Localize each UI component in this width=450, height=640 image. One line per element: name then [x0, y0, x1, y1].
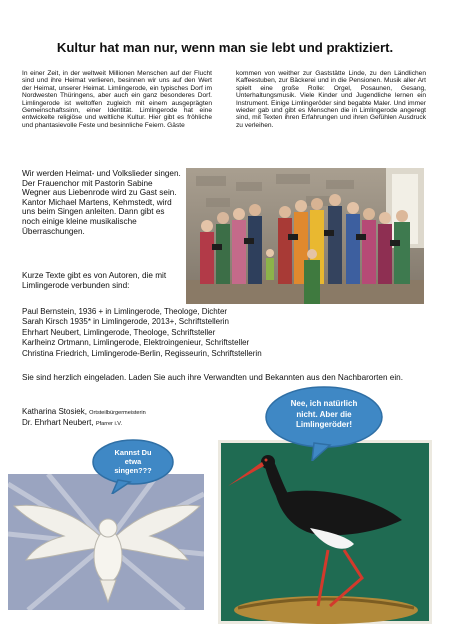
stork-speech-bubble: [262, 385, 386, 461]
stork-painting: [218, 440, 432, 624]
signature-line: [22, 407, 222, 418]
intro-text-right: kommen von weither zur Gaststätte Linde, zu den Ländlichen Kaffeestuben, zur Bäckerei und in die Pensionen. Musik aller Art spielt eine große Rolle: Orgel, Posaunen, Gesang, Unterhaltungsmusik. Viele Kinder und Jugendliche lernen ein Instrument. Einige Limlingeröder sind begabte Maler. Und immer wieder gab und gibt es Menschen die in Limlingerode angeregt sind, mit Texten ihren Erfahrungen und ihren Gefühlen Ausdruck zu verleihen.: [236, 70, 426, 129]
signer-name: Dr. Ehrhart Neubert,: [22, 418, 94, 427]
signature-block: [22, 407, 222, 429]
black-stork-illustration: [218, 440, 432, 624]
page-title: Kultur hat man nur, wenn man sie lebt und praktiziert.: [56, 40, 394, 55]
author-item: Christina Friedrich, Limlingerode-Berlin, Regisseurin, Schriftstellerin: [22, 348, 262, 358]
authors-intro: Kurze Texte gibt es von Autoren, die mit Limlingerode verbunden sind:: [22, 271, 167, 290]
author-list: [22, 307, 442, 359]
dove-bubble-text: Kannst Du etwa singen???: [114, 447, 152, 475]
dove-photo: [8, 474, 204, 610]
author-item: Sarah Kirsch 1935* in Limlingerode, 2013+, Schriftstellerin: [22, 317, 230, 327]
intro-column-right: [236, 70, 426, 129]
dove-speech-bubble: [88, 438, 178, 494]
stork-bubble-text: Nee, ich natürlich nicht. Aber die Limlingeröder!: [290, 399, 358, 430]
choir-photo: [186, 168, 424, 304]
dove-relief-illustration: [8, 474, 204, 610]
invitation-text: Sie sind herzlich eingeladen. Laden Sie auch ihre Verwandten und Bekannten aus den Nachbarorten ein.: [22, 373, 403, 382]
intro-text-left: In einer Zeit, in der weltweit Millionen Menschen auf der Flucht sind und ihre Heimat verlieren, besinnen wir uns auf den Wert der Heimat, unserer Heimat. Limlingerode, ein typisches Dorf im Nordwesten Thüringens, aber auch ein ganz besonderes Dorf. Limlingerode ist weltoffen zugleich mit einem ausgeprägten Gemeinschaftssinn, einer Identität. Limlingerode hat eine entwickelte religiöse und weltliche Kultur. Hier gibt es fröhliche und phantasievolle Feste und besinnliche Feiern. Gäste: [22, 70, 212, 129]
author-item: Ehrhart Neubert, Limlingerode, Theologe, Schriftsteller: [22, 327, 216, 337]
choir-paragraph: Wir werden Heimat- und Volkslieder singen. Der Frauenchor mit Pastorin Sabine Wegner aus Liebenrode wird zu Gast sein. Kantor Michael Martens, Kehmstedt, wird uns beim Singen anleiten. Dann gibt es noch einige kleine musikalische Überraschungen.: [22, 169, 181, 236]
signer-name: Katharina Stosiek,: [22, 407, 87, 416]
author-item: Paul Bernstein, 1936 + in Limlingerode, Theologe, Dichter: [22, 307, 228, 316]
author-item: Karlheinz Ortmann, Limlingerode, Elektroingenieur, Schriftsteller: [22, 338, 250, 348]
signature-line: [22, 418, 222, 429]
signer-role: Pfarrer i.V.: [95, 421, 123, 427]
intro-column-left: [22, 70, 212, 129]
signer-role: Ortsteilbürgermeisterin: [89, 410, 146, 416]
choir-photo-illustration: [186, 168, 424, 304]
